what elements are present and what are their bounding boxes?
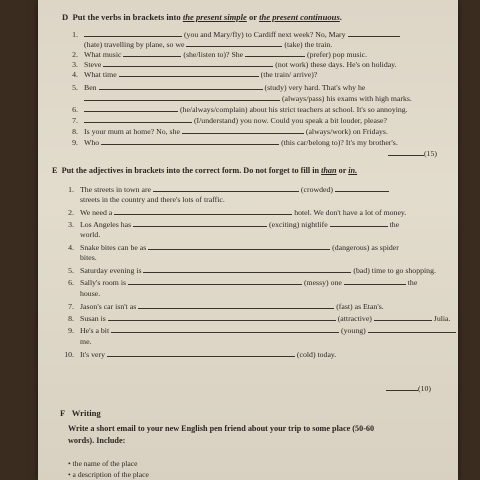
e-item-9-cont: me. (80, 337, 92, 346)
section-d-title: D Put the verbs in brackets into the present simple or the present continuous. (62, 12, 342, 22)
d-item-4: 4. What time (the train/ arrive)? (72, 70, 318, 79)
d-item-3: 3. Steve (not work) these days. He's on holiday. (72, 60, 397, 69)
answer-blank[interactable] (245, 49, 305, 57)
answer-blank[interactable] (138, 301, 334, 309)
answer-blank[interactable] (143, 265, 351, 273)
d-item-5-cont: (always/pass) his exams with high marks. (84, 93, 412, 103)
answer-blank[interactable] (368, 325, 456, 333)
d-item-1: 1. (you and Mary/fly) to Cardiff next week? No, Mary (64, 29, 400, 39)
d-item-9: 9. Who (this car/belong to)? It's my brother's. (72, 138, 398, 147)
answer-blank[interactable] (148, 242, 330, 250)
e-item-8: 8. Susan is (attractive) Julia. (68, 314, 451, 323)
e-item-1: 1. The streets in town are (crowded) (60, 184, 389, 194)
section-f-prompt-2: words). Include: (68, 436, 126, 445)
e-item-10: 10. It's very (cold) today. (64, 350, 337, 359)
e-item-1-cont: streets in the country and there's lots of traffic. (80, 195, 225, 204)
score-blank[interactable] (388, 148, 424, 156)
e-item-4-cont: bites. (80, 253, 97, 262)
answer-blank[interactable] (84, 115, 192, 123)
answer-blank[interactable] (123, 49, 181, 57)
answer-blank[interactable] (335, 184, 389, 192)
section-e-title: E Put the adjectives in brackets into the correct form. Do not forget to fill in than or in. (52, 166, 358, 175)
answer-blank[interactable] (103, 59, 273, 67)
d-item-7: 7. (I/understand) you now. Could you speak a bit louder, please? (72, 116, 387, 125)
e-item-7: 7. Jason's car isn't as (fast) as Etan's. (68, 302, 384, 311)
d-item-8: 8. Is your mum at home? No, she (always/work) on Fridays. (72, 127, 388, 136)
answer-blank[interactable] (84, 93, 280, 101)
answer-blank[interactable] (153, 184, 299, 192)
answer-blank[interactable] (348, 29, 400, 37)
answer-blank[interactable] (330, 219, 388, 227)
section-f-prompt-1: Write a short email to your new English pen friend about your trip to some place (50-60 (68, 424, 375, 433)
answer-blank[interactable] (186, 39, 282, 47)
e-item-3: 3. Los Angeles has (exciting) nightlife the (68, 220, 400, 229)
section-f-bullet-1: • the name of the place (68, 459, 138, 468)
answer-blank[interactable] (101, 137, 279, 145)
e-item-9: 9. He's a bit (young) (60, 325, 456, 335)
answer-blank[interactable] (84, 29, 182, 37)
answer-blank[interactable] (84, 104, 178, 112)
worksheet-page (38, 0, 458, 480)
answer-blank[interactable] (119, 69, 259, 77)
e-item-2: 2. We need a hotel. We don't have a lot of money. (68, 208, 407, 217)
d-item-5: 5. Ben (study) very hard. That's why he (72, 83, 366, 92)
section-f-bullet-2: • a description of the place (68, 470, 149, 479)
answer-blank[interactable] (107, 349, 295, 357)
e-item-3-cont: world. (80, 230, 101, 239)
section-e-score: (10) (386, 383, 431, 393)
e-item-5: 5. Saturday evening is (bad) time to go shopping. (68, 266, 436, 275)
section-d-score: (15) (388, 148, 437, 158)
answer-blank[interactable] (133, 219, 267, 227)
score-blank[interactable] (386, 383, 418, 391)
e-item-6: 6. Sally's room is (messy) one the (68, 278, 418, 287)
section-f-title: F Writing (60, 408, 101, 418)
d-item-6: 6. (he/always/complain) about his strict teachers at school. It's so annoying. (72, 105, 408, 114)
answer-blank[interactable] (114, 207, 292, 215)
answer-blank[interactable] (182, 126, 304, 134)
answer-blank[interactable] (128, 277, 302, 285)
e-item-6-cont: house. (80, 289, 101, 298)
d-item-1-cont: (hate) travelling by plane, so we (take) the train. (84, 40, 333, 49)
answer-blank[interactable] (374, 313, 432, 321)
answer-blank[interactable] (108, 313, 336, 321)
answer-blank[interactable] (99, 82, 263, 90)
e-item-4: 4. Snake bites can be as (dangerous) as spider (68, 243, 399, 252)
answer-blank[interactable] (344, 277, 406, 285)
d-item-2: 2. What music (she/listen to)? She (prefer) pop music. (72, 50, 368, 59)
answer-blank[interactable] (111, 325, 339, 333)
